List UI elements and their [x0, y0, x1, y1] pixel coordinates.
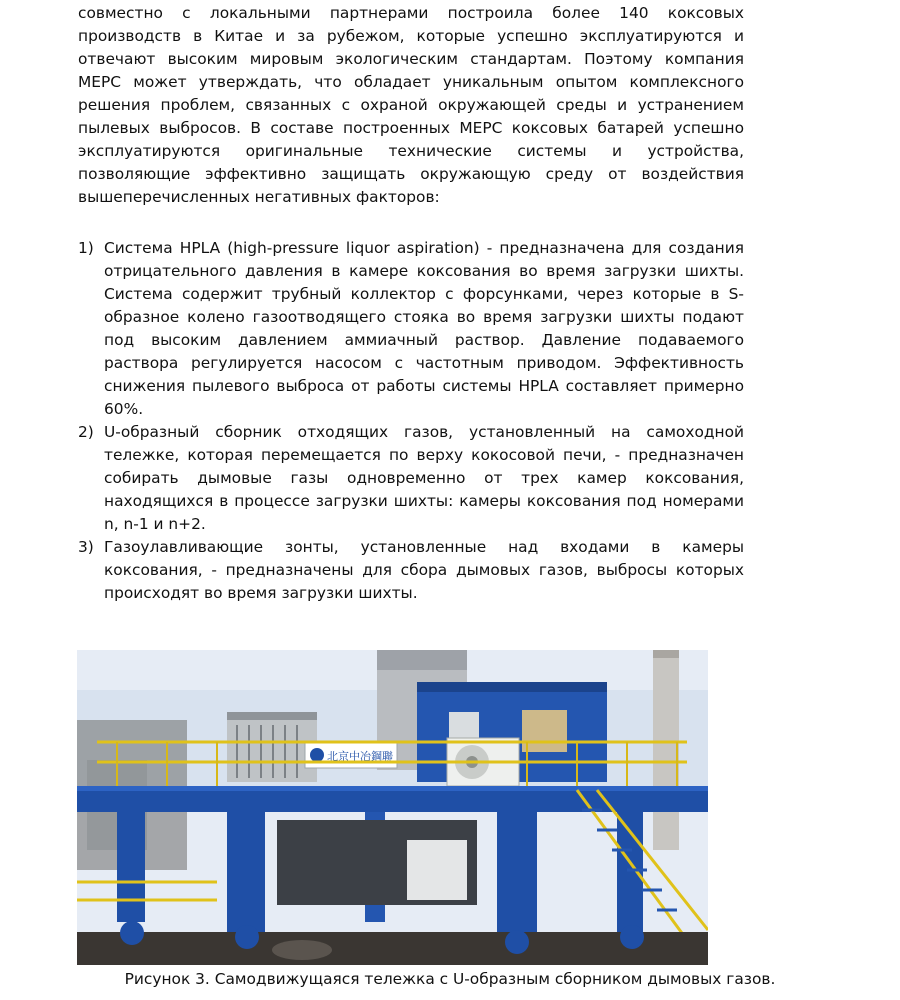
wheel [620, 925, 644, 949]
document-page [78, 2, 744, 605]
figure-caption: Рисунок 3. Самодвижущаяся тележка с U-образным сборником дымовых газов. [124, 970, 776, 988]
list-item-text: U-образный сборник отходящих газов, установленный на самоходной тележке, которая перемещается по верху кокосовой печи, - предназначен собирать дымовые газы одновременно от трех камер коксования, находящихся в процессе загрузки шихты: камеры коксования под номерами n, n-1 и n+2. [104, 423, 744, 533]
list-item [78, 536, 744, 605]
ground [77, 932, 708, 965]
chimney [653, 650, 679, 850]
list-item-text: Система HPLA (high-pressure liquor aspiration) - предназначена для создания отрицательного давления в камере коксования во время загрузки шихты. Система содержит трубный коллектор с форсунками, через которые в S-образное колено газоотводящего стояка во время загрузки шихты подают под высоким давлением аммиачный раствор. Давление подаваемого раствора регулируется насосом с частотным приводом. Эффективность снижения пылевого выброса от работы системы HPLA составляет примерно 60%. [104, 239, 744, 418]
intro-paragraph: совместно с локальными партнерами построила более 140 коксовых производств в Китае и за рубежом, которые успешно эксплуатируются и отвечают высоким мировым экологическим стандартам. Поэтому компания МЕРС может утверждать, что обладает уникальным опытом комплексного решения проблем, связанных с охраной окружающей среды и устранением пылевых выбросов. В составе построенных МЕРС коксовых батарей успешно эксплуатируются оригинальные технические системы и устройства, позволяющие эффективно защищать окружающую среду от воздействия вышеперечисленных негативных факторов: [78, 4, 744, 206]
list-item [78, 421, 744, 536]
support-leg [227, 812, 265, 932]
list-item [78, 237, 744, 421]
wheel [120, 921, 144, 945]
list-item-number: 1) [78, 239, 94, 257]
list-item-number: 3) [78, 538, 94, 556]
wheel [235, 925, 259, 949]
coke-oven-car-illustration [77, 650, 708, 965]
list-item-number: 2) [78, 423, 94, 441]
support-leg [497, 812, 537, 937]
list-item-text: Газоулавливающие зонты, установленные над входами в камеры коксования, - предназначены для сбора дымовых газов, выбросы которых происходят во время загрузки шихты. [104, 538, 744, 602]
figure-photo [77, 650, 708, 965]
feature-list [78, 237, 744, 605]
company-sign-text: 北京中冶鋼聯 [327, 750, 393, 763]
wheel [505, 930, 529, 954]
